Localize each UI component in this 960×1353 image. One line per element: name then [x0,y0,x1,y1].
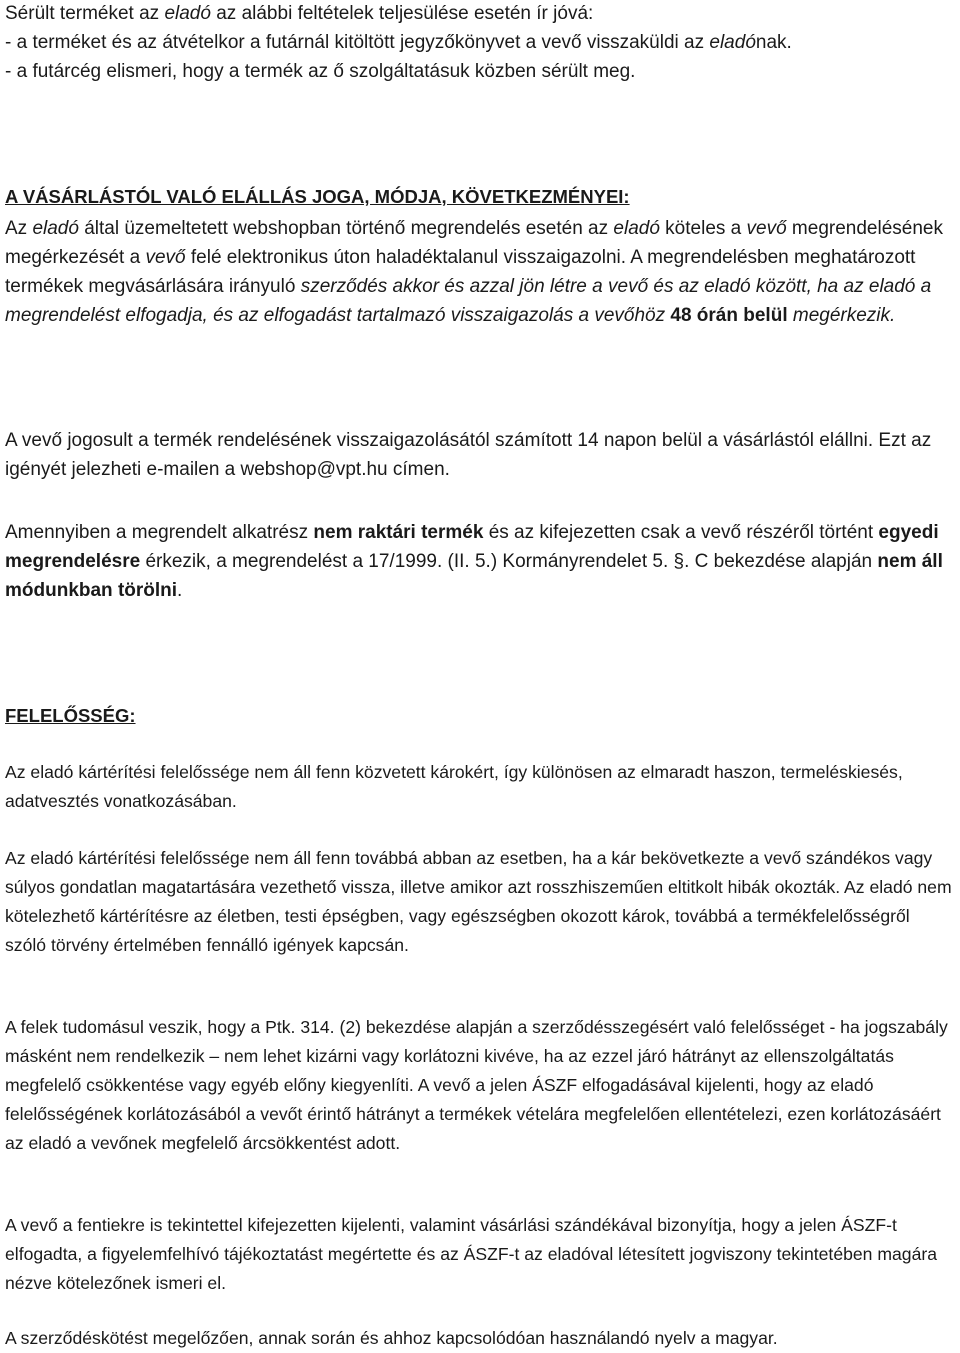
liability-p1-text: Az eladó kártérítési felelőssége nem áll fenn közvetett károkért, így különösen az elmaradt haszon, termeléskiesés, adatvesztés vonatkozásában. [5,762,903,811]
liability-p3-text: A felek tudomásul veszik, hogy a Ptk. 314. (2) bekezdése alapján a szerződésszegésért való felelősséget - ha jogszabály másként nem rendelkezik – nem lehet kizárni vagy korlátozni kivéve, ha az ezzel járó hátrányt az ellenszolgáltatás megfelelő csökkentése vagy egyéb előny kiegyenlíti. A vevő a jelen ÁSZF elfogadásával kijelenti, hogy az eladó felelősségének korlátozásából a vevőt érintő hátrányt a termékek vételára megfelelően ellentételezi, ezen korlátozásáért az eladó a vevőnek megfelelő árcsökkentést adott. [5,1017,948,1153]
liability-p5-text: A szerződéskötést megelőzően, annak során és ahhoz kapcsolódóan használandó nyelv a magyar. [5,1328,778,1348]
liability-paragraph-2 [5,844,954,960]
strong-run: nem áll módunkban törölni [5,551,943,601]
liability-section [5,701,954,730]
text-run: érkezik, a megrendelést a 17/1999. (II. 5.) Kormányrendelet 5. §. C bekezdése alapján [140,551,878,572]
emphasis-run: vevő [746,218,787,239]
withdrawal-p1-text [5,214,954,330]
strong-run: egyedi megrendelésre [5,522,939,572]
withdrawal-heading: A VÁSÁRLÁSTÓL VALÓ ELÁLLÁS JOGA, MÓDJA, KÖVETKEZMÉNYEI: [5,186,630,207]
intro-text: az alábbi feltételek teljesülése esetén ír jóvá: [210,3,594,24]
liability-paragraph-1 [5,758,954,816]
liability-paragraph-4 [5,1211,954,1298]
withdrawal-paragraph-3 [5,518,954,605]
text-run: és az kifejezetten csak a vevő részéről történt [483,522,879,543]
text-run: felé elektronikus úton haladéktalanul visszaigazolni. A megrendelésben meghatározott termékek megvásárlására irányuló [5,247,916,297]
withdrawal-p3-text [5,518,954,605]
intro-text: - a terméket és az átvételkor a futárnál kitöltött jegyzőkönyvet a vevő visszaküldi az [5,32,710,53]
emphasis-run: eladó [613,218,660,239]
intro-line-2 [5,28,954,57]
intro-text: nak. [755,32,792,53]
strong-run: nem raktári termék [313,522,484,543]
intro-line-3: - a futárcég elismeri, hogy a termék az ő szolgáltatásuk közben sérült meg. [5,61,636,82]
liability-p2-text: Az eladó kártérítési felelőssége nem áll fenn továbbá abban az esetben, ha a kár bekövetkezte a vevő szándékos vagy súlyos gondatlan magatartására vezethető vissza, illetve amikor azt rosszhiszeműen eltitkolt hibák okozták. Az eladó nem kötelezhető kártérítésre az életben, testi épségben, vagy egészségben okozott károk, továbbá a termékfelelősségről szóló törvény értelmében fennálló igények kapcsán. [5,848,952,955]
emphasis-run: szerződés akkor és azzal jön létre a vevő és az eladó között, ha az eladó a megrendelést elfogadja, és az elfogadást tartalmazó visszaigazolás a vevőhöz [5,276,932,326]
liability-paragraph-3 [5,1013,954,1158]
text-run: Az [5,218,33,239]
text-run: által üzemeltetett webshopban történő megrendelés esetén az [78,218,614,239]
text-run: Amennyiben a megrendelt alkatrész [5,522,314,543]
text-run: . [177,580,183,601]
withdrawal-p2-text: A vevő jogosult a termék rendelésének visszaigazolásától számított 14 napon belül a vásárlástól elállni. Ezt az igényét jelezheti e-mailen a webshop@vpt.hu címen. [5,430,932,480]
withdrawal-section [5,182,954,211]
liability-paragraph-5 [5,1324,954,1353]
liability-p4-text: A vevő a fentiekre is tekintettel kifejezetten kijelenti, valamint vásárlási szándékával bizonyítja, hogy a jelen ÁSZF-t elfogadta, a figyelemfelhívó tájékoztatást megértette és az ÁSZF-t az eladóval létesített jogviszony tekintetében magára nézve kötelezőnek ismeri el. [5,1215,937,1293]
emphasis-run: vevő [145,247,186,268]
intro-text: Sérült terméket az [5,3,165,24]
withdrawal-paragraph-1 [5,214,954,330]
withdrawal-paragraph-2 [5,426,954,484]
intro-section [5,0,954,86]
intro-emphasis: eladó [709,32,756,53]
strong-run: 48 órán belül [670,305,788,326]
intro-emphasis: eladó [164,3,211,24]
emphasis-run: megérkezik. [787,305,896,326]
text-run: megrendelésének megérkezését a [5,218,943,268]
emphasis-run: eladó [32,218,79,239]
text-run: köteles a [659,218,747,239]
intro-line-1 [5,0,954,28]
liability-heading: FELELŐSSÉG: [5,705,136,726]
